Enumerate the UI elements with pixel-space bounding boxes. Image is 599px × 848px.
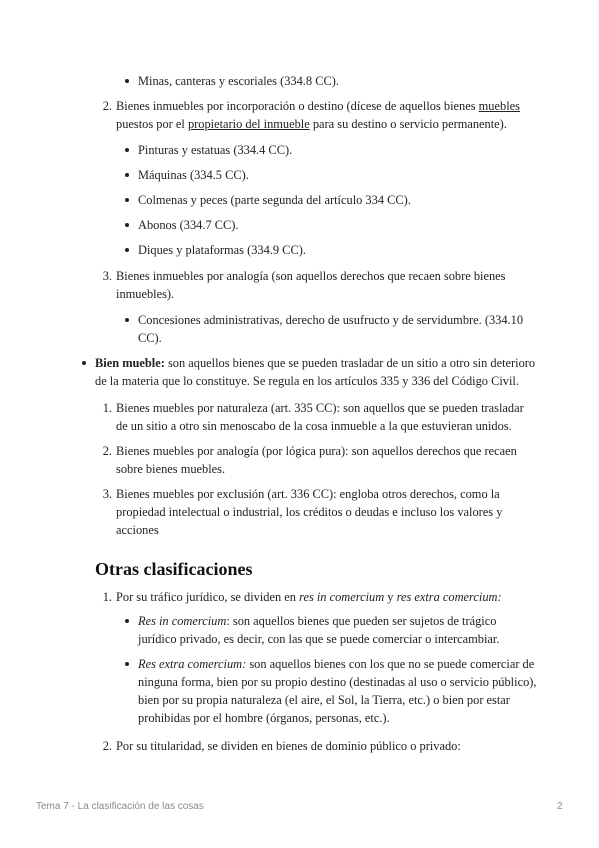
link-muebles[interactable]: muebles <box>478 99 520 113</box>
paragraph-bien-mueble-cont: de la materia que lo constituye. Se regula en los artículos 335 y 336 del Código Civil. <box>95 374 519 388</box>
list-item-muebles-exclusion: Bienes muebles por exclusión (art. 336 CC): engloba otros derechos, como la <box>116 487 500 501</box>
list-number: 1. <box>102 590 112 604</box>
bullet <box>125 148 129 152</box>
list-item-inmuebles-incorporacion: Bienes inmuebles por incorporación o destino (dícese de aquellos bienes muebles <box>116 99 520 113</box>
list-item-res-extra-comercium: Res extra comercium: son aquellos bienes con los que no se puede comerciar de <box>138 657 535 671</box>
list-number: 1. <box>102 401 112 415</box>
bullet <box>125 79 129 83</box>
list-number: 2. <box>102 739 112 753</box>
list-item-pinturas: Pinturas y estatuas (334.4 CC). <box>138 143 293 157</box>
list-item-inmuebles-analogia: Bienes inmuebles por analogía (son aquellos derechos que recaen sobre bienes <box>116 269 506 283</box>
list-number: 3. <box>102 487 112 501</box>
list-item-res-in-comercium: Res in comercium: son aquellos bienes que pueden ser sujetos de trágico <box>138 614 497 628</box>
list-item-inmuebles-analogia-cont: inmuebles). <box>116 287 175 301</box>
link-propietario-inmueble[interactable]: propietario del inmueble <box>187 117 310 131</box>
page-number: 2 <box>557 801 563 812</box>
paragraph-bien-mueble: Bien mueble: son aquellos bienes que se pueden trasladar de un sitio a otro sin deterioro <box>95 356 536 370</box>
bullet <box>125 619 129 623</box>
list-item-res-extra-comercium-cont: ninguna forma, bien por su propio destino (destinadas al uso o servicio público), <box>138 675 537 689</box>
term-bien-mueble: Bien mueble: <box>95 356 165 370</box>
list-item-abonos: Abonos (334.7 CC). <box>138 218 239 232</box>
list-item-muebles-analogia: Bienes muebles por analogía (por lógica pura): son aquellos derechos que recaen <box>116 444 517 458</box>
list-number: 3. <box>102 269 112 283</box>
bullet <box>125 318 129 322</box>
section-heading: Otras clasificaciones <box>95 559 253 579</box>
list-item-muebles-exclusion-cont: propiedad intelectual o industrial, los créditos o deudas e incluso los valores y <box>116 505 503 519</box>
bullet <box>125 223 129 227</box>
bullet <box>82 361 86 365</box>
list-item-res-in-comercium-cont: jurídico privado, es decir, con las que se puede comerciar o intercambiar. <box>138 632 500 646</box>
term-res-in-comercium: Res in comercium <box>138 614 227 628</box>
list-item-muebles-exclusion-cont2: acciones <box>116 523 159 537</box>
list-number: 2. <box>102 99 112 113</box>
list-item-trafico-juridico: Por su tráfico jurídico, se dividen en res in comercium y res extra comercium: <box>116 590 502 604</box>
list-item-muebles-naturaleza: Bienes muebles por naturaleza (art. 335 CC): son aquellos que se pueden trasladar <box>116 401 524 415</box>
list-item-muebles-analogia-cont: sobre bienes muebles. <box>116 462 226 476</box>
list-item-muebles-naturaleza-cont: de un sitio a otro sin menoscabo de la cosa inmueble a la que estuvieran unidos. <box>116 419 512 433</box>
list-item-concesiones: Concesiones administrativas, derecho de usufructo y de servidumbre. (334.10 <box>138 313 524 327</box>
list-item-colmenas: Colmenas y peces (parte segunda del artículo 334 CC). <box>138 193 411 207</box>
bullet <box>125 198 129 202</box>
bullet <box>125 662 129 666</box>
bullet <box>125 173 129 177</box>
bullet <box>125 248 129 252</box>
list-item-titularidad: Por su titularidad, se dividen en bienes de dominio público o privado: <box>116 739 461 753</box>
term-res-extra-comercium: Res extra comercium: <box>138 657 247 671</box>
list-item-maquinas: Máquinas (334.5 CC). <box>138 168 249 182</box>
list-item-minas: Minas, canteras y escoriales (334.8 CC). <box>138 74 339 88</box>
list-number: 2. <box>102 444 112 458</box>
list-item-res-extra-comercium-cont2: bien por su propia naturaleza (el aire, el Sol, la Tierra, etc.) o bien por estar <box>138 693 510 707</box>
footer-title: Tema 7 - La clasificación de las cosas <box>36 801 204 812</box>
list-item-inmuebles-incorporacion-cont: puestos por el propietario del inmueble para su destino o servicio permanente). <box>116 117 507 131</box>
list-item-res-extra-comercium-cont3: prohibidas por el hombre (órganos, personas, etc.). <box>138 711 390 725</box>
list-item-concesiones-cont: CC). <box>138 331 162 345</box>
list-item-diques: Diques y plataformas (334.9 CC). <box>138 243 306 257</box>
